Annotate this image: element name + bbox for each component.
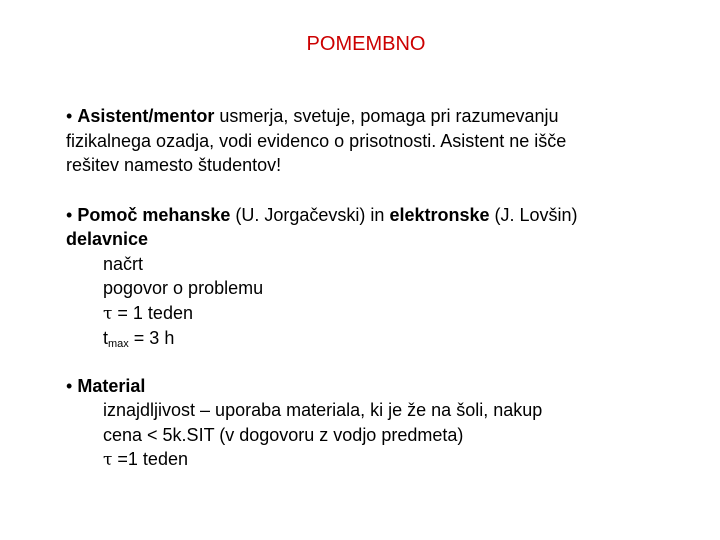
slide-content [66,104,706,473]
sub-item-cena: cena < 5k.SIT (v dogovoru z vodjo predmeta) [103,424,464,445]
sub-item-iznajdljivost: iznajdljivost – uporaba materiala, ki je že na šoli, nakup [103,400,543,420]
bold-material: Material [77,375,146,396]
bold-asistent-mentor: Asistent/mentor [77,106,215,126]
bullet-item-material [66,374,706,473]
bold-pomoc-mehanske: Pomoč mehanske [77,204,231,225]
item1-line3-text: rešitev namesto študentov! [66,155,282,175]
tau-symbol: τ [103,303,113,324]
bullet-marker: • [66,204,73,225]
item2-mid2-text: (J. Lovšin) [489,204,578,225]
bullet-marker: • [66,106,73,126]
sub-item-nacrt: načrt [103,253,144,274]
slide-title: POMEMBNO [306,33,426,55]
tau-value-text: = 1 teden [112,302,193,323]
tmax-value-text: = 3 h [128,328,175,348]
sub-item-pogovor: pogovor o problemu [103,278,264,298]
bold-delavnice: delavnice [66,229,149,249]
tmax-subscript: max [108,338,129,350]
tmax-t: t [103,328,109,348]
bullet-item-delavnice [66,203,706,351]
bold-elektronske: elektronske [389,204,490,225]
item2-mid1-text: (U. Jorgačevski) in [230,204,390,225]
item1-line1-text: usmerja, svetuje, pomaga pri razumevanju [214,106,559,126]
sub-item-tmax [66,326,706,351]
sub-item-tau [66,301,706,327]
sub-item-tau-material [66,447,706,473]
tau-material-text: =1 teden [112,449,188,469]
tau-symbol: τ [103,450,113,470]
bullet-marker: • [66,375,73,396]
bullet-item-asistent [66,104,706,178]
item1-line2-text: fizikalnega ozadja, vodi evidenco o prisotnosti. Asistent ne išče [66,130,567,151]
